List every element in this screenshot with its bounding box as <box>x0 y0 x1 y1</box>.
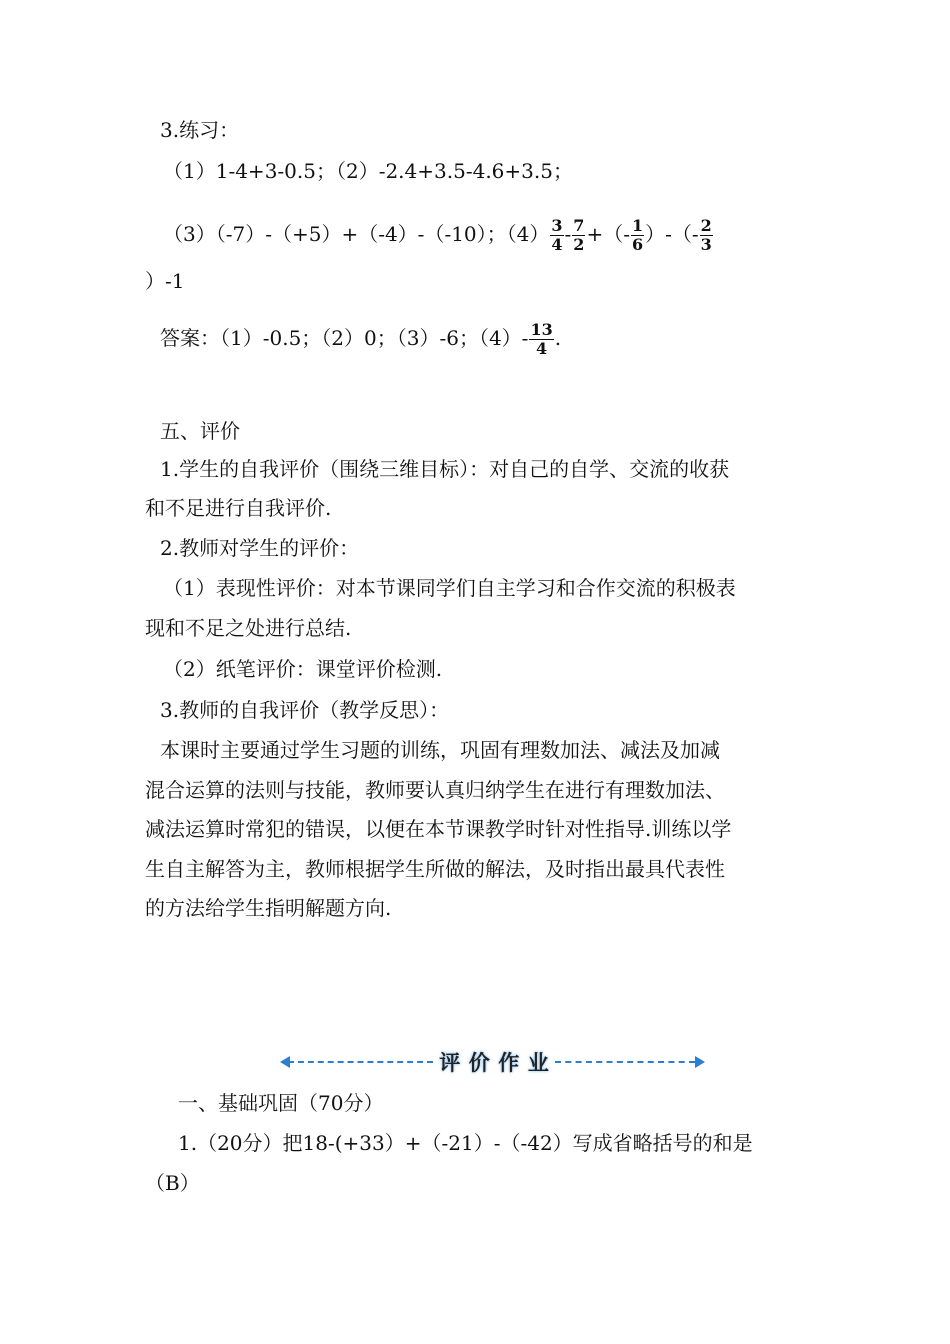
practice-line-1: （1）1-4+3-0.5；（2）-2.4+3.5-4.6+3.5； <box>163 159 573 183</box>
operator: +（- <box>586 222 630 246</box>
arrow-right-icon <box>695 1056 705 1068</box>
operator: ）-（- <box>645 222 699 246</box>
evaluation-p1b: 和不足进行自我评价. <box>145 496 332 520</box>
evaluation-p2-2: （2）纸笔评价：课堂评价检测. <box>163 657 443 681</box>
operator: - <box>564 222 572 246</box>
homework-banner <box>280 1045 705 1079</box>
fraction-13-4: $\frac{13}{4}$ <box>530 320 553 358</box>
fraction-1-6: $\frac{1}{6}$ <box>631 216 644 254</box>
fraction-2-3: $\frac{2}{3}$ <box>700 216 712 254</box>
reflection-line-2: 混合运算的法则与技能，教师要认真归纳学生在进行有理数加法、 <box>145 778 725 802</box>
answer-text: 答案：（1）-0.5；（2）0；（3）-6；（4）- <box>160 326 529 350</box>
banner-dash-right <box>555 1061 695 1063</box>
fraction-7-2: $\frac{7}{2}$ <box>573 216 585 254</box>
evaluation-p2: 2.教师对学生的评价： <box>160 536 360 560</box>
evaluation-p3: 3.教师的自我评价（教学反思）： <box>160 698 450 722</box>
reflection-line-5: 的方法给学生指明解题方向. <box>145 896 392 920</box>
reflection-line-3: 减法运算时常犯的错误，以便在本节课教学时针对性指导.训练以学 <box>145 817 732 841</box>
homework-section: 一、基础巩固（70分） <box>178 1091 384 1115</box>
reflection-line-1: 本课时主要通过学生习题的训练，巩固有理数加法、减法及加减 <box>160 738 720 762</box>
exercise-3-4-text: （3）（-7）-（+5）+（-4）-（-10）；（4） <box>163 222 550 246</box>
evaluation-p2-1b: 现和不足之处进行总结. <box>145 616 352 640</box>
reflection-line-4: 生自主解答为主，教师根据学生所做的解法，及时指出最具代表性 <box>145 857 725 881</box>
banner-char: 作 <box>498 1051 520 1075</box>
banner-title <box>435 1045 553 1079</box>
fraction-3-4: $\frac{3}{4}$ <box>551 216 563 254</box>
practice-line-2 <box>163 212 714 256</box>
banner-dash-left <box>288 1061 433 1063</box>
practice-line-3: ）-1 <box>145 269 185 293</box>
homework-q1a: 1.（20分）把18-(+33）+（-21）-（-42）写成省略括号的和是 <box>178 1131 753 1155</box>
evaluation-p2-1a: （1）表现性评价：对本节课同学们自主学习和合作交流的积极表 <box>163 576 736 600</box>
banner-char: 业 <box>527 1051 549 1075</box>
evaluation-heading: 五、评价 <box>160 419 240 443</box>
evaluation-p1a: 1.学生的自我评价（围绕三维目标）：对自己的自学、交流的收获 <box>160 457 730 481</box>
answer-end: . <box>554 326 562 350</box>
banner-char: 价 <box>468 1051 490 1075</box>
banner-char: 评 <box>439 1051 461 1075</box>
homework-q1b: （B） <box>145 1171 200 1195</box>
practice-answer <box>160 316 561 360</box>
practice-heading: 3.练习： <box>160 118 240 142</box>
